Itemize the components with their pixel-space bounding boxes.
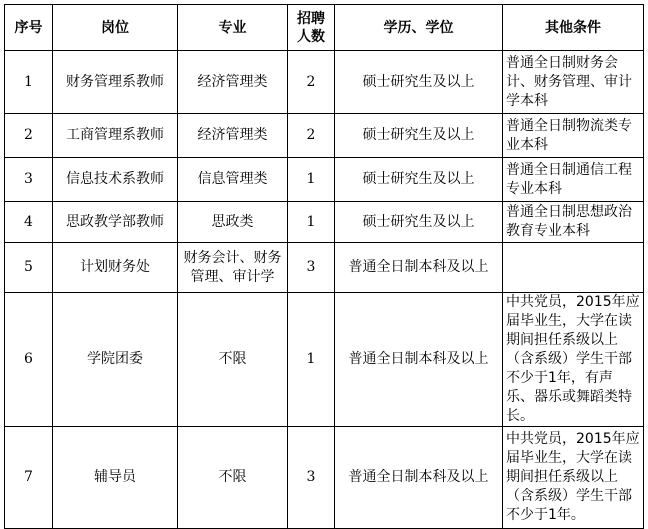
row-count: 2 <box>288 114 335 158</box>
table-row <box>5 51 644 114</box>
row-major: 思政类 <box>178 202 288 243</box>
table-row <box>5 243 644 293</box>
row-no: 3 <box>5 158 53 202</box>
header-education: 学历、学位 <box>335 5 503 51</box>
row-other: 中共党员，2015年应届毕业生，大学在读期间担任系级以上（含系级）学生干部不少于1年，有声乐、器乐或舞蹈类特长。 <box>503 293 644 427</box>
row-education: 硕士研究生及以上 <box>335 51 503 114</box>
row-other: 中共党员，2015年应届毕业生，大学在读期间担任系级以上（含系级）学生干部不少于1年。 <box>503 427 644 529</box>
row-major: 不限 <box>178 427 288 529</box>
row-position: 学院团委 <box>53 293 178 427</box>
header-position: 岗位 <box>53 5 178 51</box>
row-no: 4 <box>5 202 53 243</box>
row-education: 普通全日制本科及以上 <box>335 427 503 529</box>
row-education: 硕士研究生及以上 <box>335 158 503 202</box>
row-other: 普通全日制财务会计、财务管理、审计学本科 <box>503 51 644 114</box>
row-no: 5 <box>5 243 53 293</box>
row-position: 思政教学部教师 <box>53 202 178 243</box>
recruitment-table <box>4 4 644 529</box>
row-count: 1 <box>288 293 335 427</box>
row-position: 财务管理系教师 <box>53 51 178 114</box>
row-other: 普通全日制通信工程专业本科 <box>503 158 644 202</box>
row-count: 1 <box>288 158 335 202</box>
row-other: 普通全日制物流类专业本科 <box>503 114 644 158</box>
row-count: 3 <box>288 243 335 293</box>
row-education: 硕士研究生及以上 <box>335 114 503 158</box>
header-other: 其他条件 <box>503 5 644 51</box>
table-row <box>5 202 644 243</box>
table-row <box>5 293 644 427</box>
header-row <box>5 5 644 51</box>
row-education: 普通全日制本科及以上 <box>335 293 503 427</box>
row-major: 不限 <box>178 293 288 427</box>
row-other: 普通全日制思想政治教育专业本科 <box>503 202 644 243</box>
table-row <box>5 114 644 158</box>
row-no: 2 <box>5 114 53 158</box>
row-major: 经济管理类 <box>178 114 288 158</box>
row-count: 2 <box>288 51 335 114</box>
row-position: 计划财务处 <box>53 243 178 293</box>
row-major: 信息管理类 <box>178 158 288 202</box>
table-row <box>5 427 644 529</box>
row-position: 辅导员 <box>53 427 178 529</box>
row-count: 1 <box>288 202 335 243</box>
row-position: 信息技术系教师 <box>53 158 178 202</box>
row-count: 3 <box>288 427 335 529</box>
header-count: 招聘人数 <box>288 5 335 51</box>
row-position: 工商管理系教师 <box>53 114 178 158</box>
row-education: 普通全日制本科及以上 <box>335 243 503 293</box>
header-no: 序号 <box>5 5 53 51</box>
row-education: 硕士研究生及以上 <box>335 202 503 243</box>
header-major: 专业 <box>178 5 288 51</box>
row-no: 7 <box>5 427 53 529</box>
table-row <box>5 158 644 202</box>
row-major: 经济管理类 <box>178 51 288 114</box>
row-no: 6 <box>5 293 53 427</box>
row-major: 财务会计、财务管理、审计学 <box>178 243 288 293</box>
row-no: 1 <box>5 51 53 114</box>
row-other <box>503 243 644 293</box>
